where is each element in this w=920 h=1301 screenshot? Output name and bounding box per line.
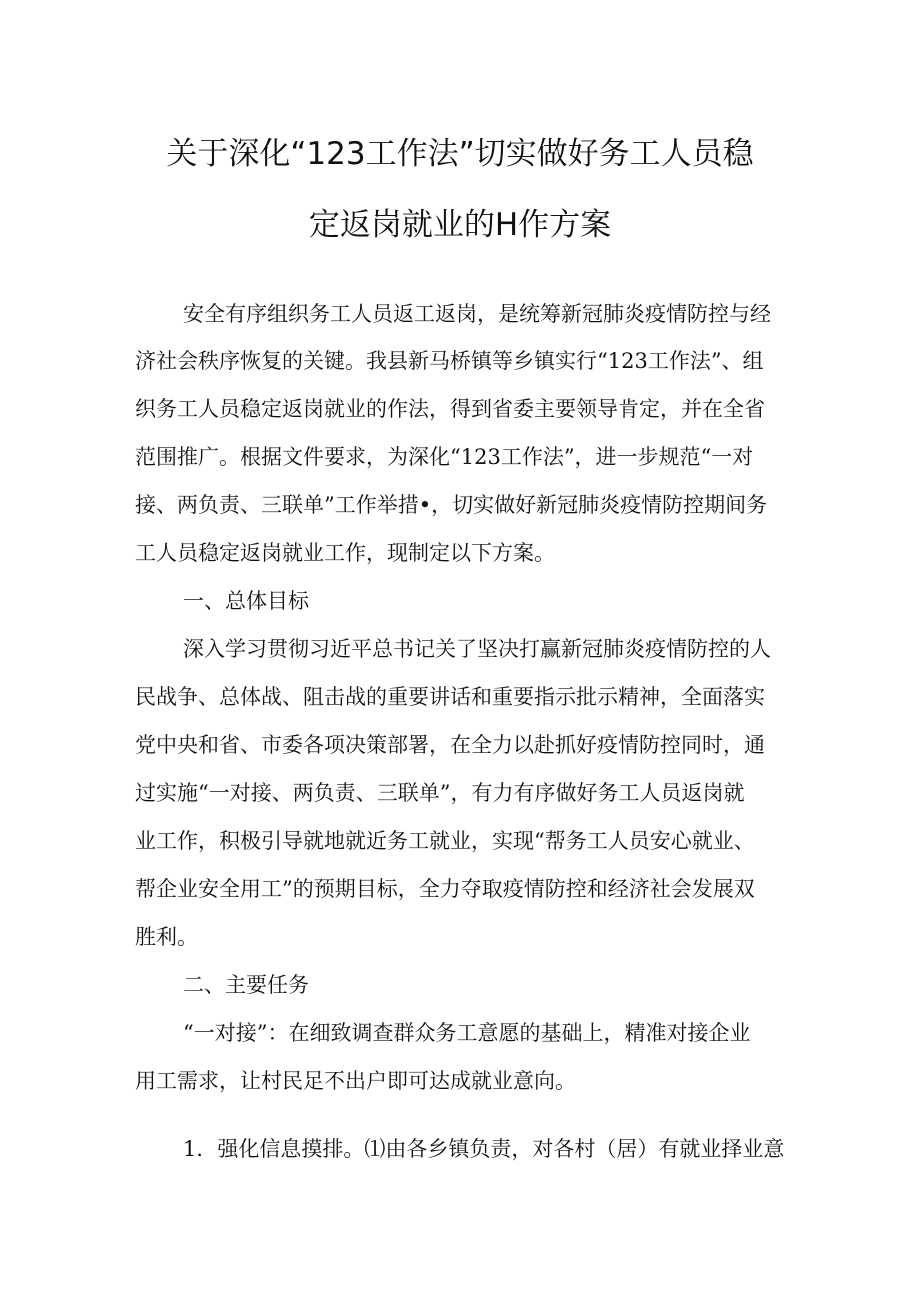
text-line: 济社会秩序恢复的关键。我县新马桥镇等乡镇实行“123工作法”、组 [135, 349, 764, 373]
text-line: 深入学习贯彻习近平总书记关了坚决打赢新冠肺炎疫情防控的人 [183, 637, 771, 661]
document-title-line-1: 关于深化“123工作法”切实做好务工人员稳 [166, 136, 754, 172]
text-line: 接、两负责、三联单”工作举措•，切实做好新冠肺炎疫情防控期间务 [135, 493, 768, 517]
section-heading-main-tasks: 二、主要任务 [183, 973, 309, 997]
text-line: 党中央和省、市委各项决策部署，在全力以赴抓好疫情防控同时，通 [135, 733, 765, 757]
text-line: 民战争、总体战、阻击战的重要讲话和重要指示批示精神，全面落实 [135, 685, 765, 709]
text-line: 帮企业安全用工”的预期目标，全力夺取疫情防控和经济社会发展双 [135, 877, 755, 901]
text-line: 工人员稳定返岗就业工作，现制定以下方案。 [135, 541, 555, 565]
text-line: 1．强化信息摸排。⑴由各乡镇负责，对各村（居）有就业择业意 [183, 1137, 785, 1161]
section-heading-overall-goal: 一、总体目标 [183, 589, 309, 613]
text-line: 用工需求，让村民足不出户即可达成就业意向。 [135, 1069, 576, 1093]
text-line: 过实施“一对接、两负责、三联单”，有力有序做好务工人员返岗就 [135, 781, 745, 805]
text-line: “一对接”：在细致调查群众务工意愿的基础上，精准对接企业 [183, 1021, 751, 1045]
document-title-line-2: 定返岗就业的H作方案 [308, 207, 612, 243]
text-line: 织务工人员稳定返岗就业的作法，得到省委主要领导肯定，并在全省 [135, 397, 765, 421]
text-line: 业工作，积极引导就地就近务工就业，实现“帮务工人员安心就业、 [135, 829, 755, 853]
text-line: 安全有序组织务工人员返工返岗，是统筹新冠肺炎疫情防控与经 [183, 302, 771, 326]
text-line: 胜利。 [135, 925, 198, 949]
text-line: 范围推广。根据文件要求，为深化“123工作法”，进一步规范“一对 [135, 445, 754, 469]
